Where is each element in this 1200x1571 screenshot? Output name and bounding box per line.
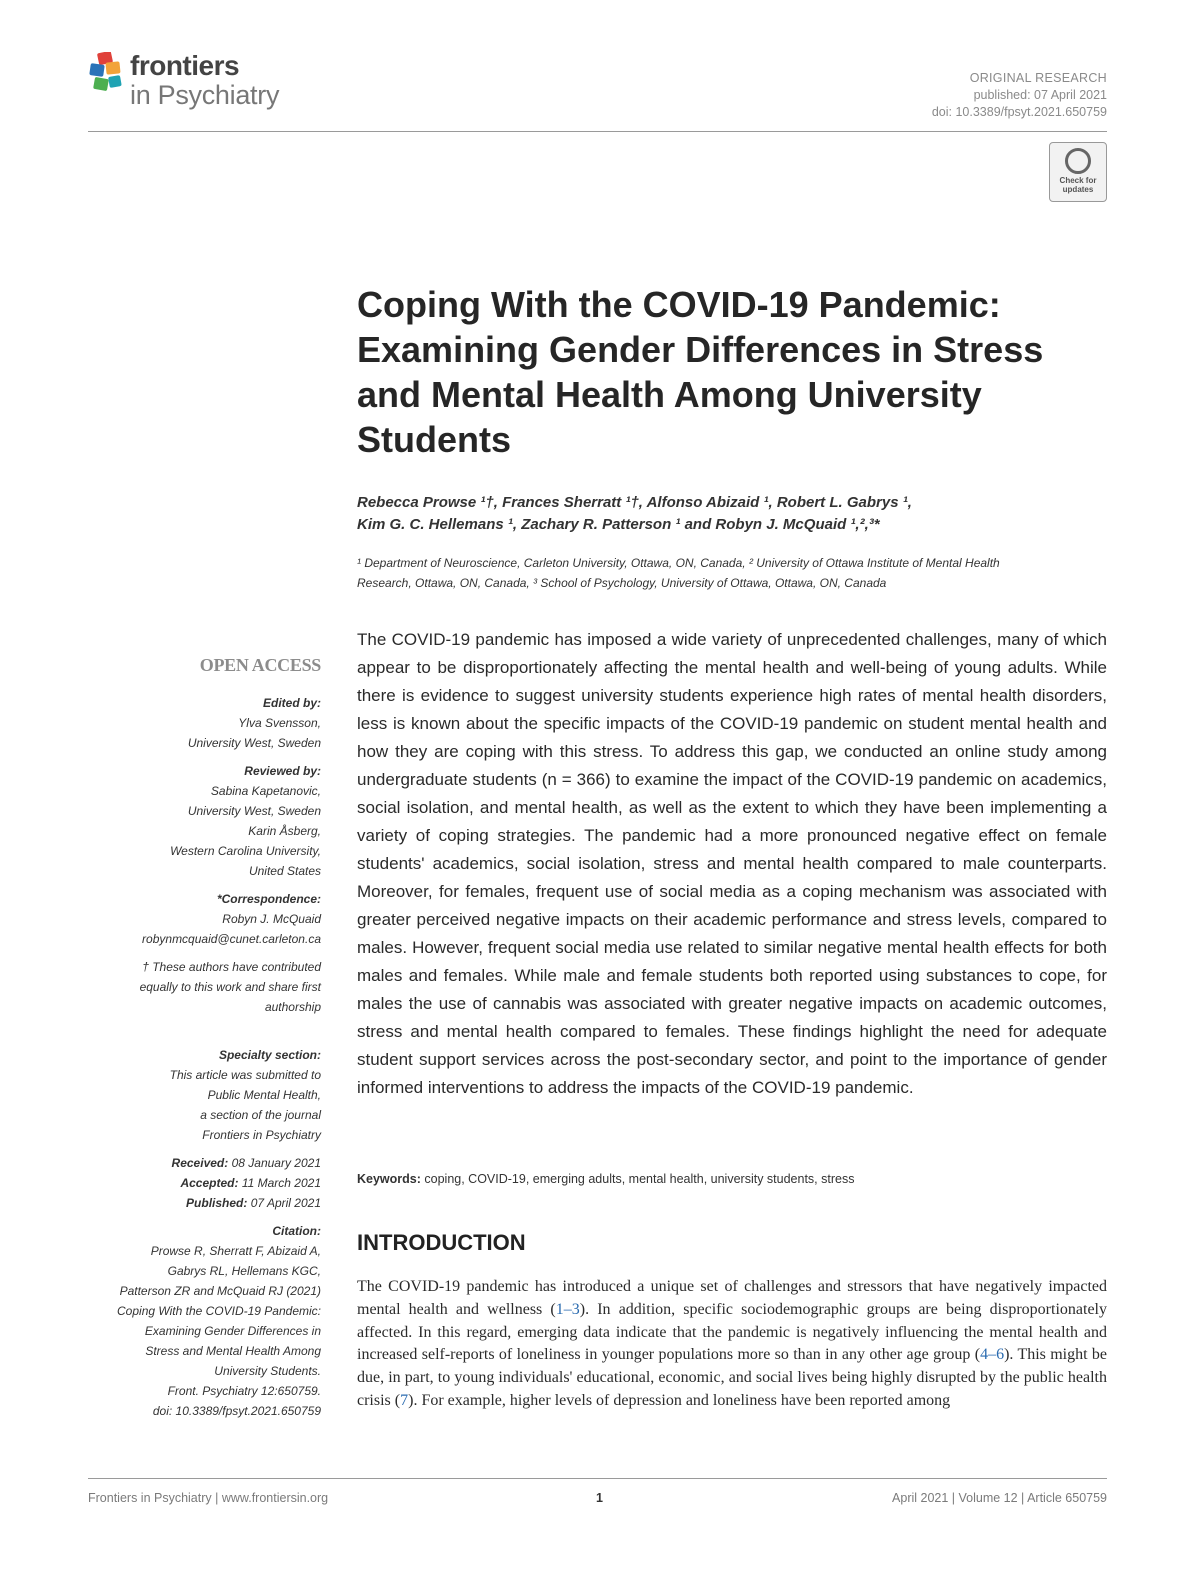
article-doi[interactable]: doi: 10.3389/fpsyt.2021.650759: [931, 105, 1107, 119]
footer-divider: [88, 1478, 1107, 1479]
citation-line: Prowse R, Sherratt F, Abizaid A,: [150, 1244, 321, 1258]
author-line-1: Rebecca Prowse ¹†, Frances Sherratt ¹†, Alfonso Abizaid ¹, Robert L. Gabrys ¹,: [357, 494, 912, 511]
specialty-line: a section of the journal: [200, 1108, 321, 1122]
reviewer-line: Karin Åsberg,: [248, 824, 321, 838]
author-line-2: Kim G. C. Hellemans ¹, Zachary R. Patterson ¹ and Robyn J. McQuaid ¹,²,³*: [357, 516, 880, 533]
citation-link-1[interactable]: 1–3: [555, 1300, 580, 1318]
header-divider: [88, 131, 1107, 132]
article-meta: [932, 70, 1107, 121]
citation-link-2[interactable]: 4–6: [980, 1346, 1005, 1364]
specialty-line: This article was submitted to: [169, 1068, 321, 1082]
reviewer-line: University West, Sweden: [187, 804, 321, 818]
article-title: Coping With the COVID-19 Pandemic: Examining Gender Differences in Stress and Mental Health Among University Students: [357, 284, 1044, 460]
published-date-sidebar: [95, 1193, 321, 1213]
citation-doi[interactable]: doi: 10.3389/fpsyt.2021.650759: [152, 1404, 321, 1418]
frontiers-logo-mark-icon: [88, 52, 128, 96]
check-updates-label-2: updates: [1062, 185, 1094, 194]
citation-line: Front. Psychiatry 12:650759.: [167, 1384, 321, 1398]
reviewer-line: United States: [248, 864, 321, 878]
affiliations: [357, 553, 1102, 593]
affiliation-line-1: ¹ Department of Neuroscience, Carleton University, Ottawa, ON, Canada, ² University of Ottawa Institute of Mental Health: [357, 556, 1000, 570]
reviewer-line: Sabina Kapetanovic,: [210, 784, 321, 798]
article-type: ORIGINAL RESEARCH: [969, 71, 1107, 85]
editor-line: Ylva Svensson,: [238, 716, 321, 730]
citation-line: Gabrys RL, Hellemans KGC,: [167, 1264, 321, 1278]
accepted-value: 11 March 2021: [241, 1176, 321, 1190]
citation-section: [95, 1221, 321, 1421]
footnote-line: equally to this work and share first: [139, 980, 321, 994]
logo-word-journal: in Psychiatry: [130, 80, 280, 110]
reviewed-by-label: Reviewed by:: [244, 764, 321, 778]
frontiers-logo: [88, 50, 298, 122]
check-updates-label-1: Check for: [1059, 176, 1097, 185]
accepted-date: [95, 1173, 321, 1193]
received-date: [95, 1153, 321, 1173]
reviewer-line: Western Carolina University,: [170, 844, 321, 858]
logo-word-frontiers: frontiers: [130, 50, 240, 81]
received-value: 08 January 2021: [231, 1156, 321, 1170]
citation-line: Patterson ZR and McQuaid RJ (2021): [119, 1284, 321, 1298]
citation-link-3[interactable]: 7: [400, 1391, 409, 1409]
intro-text-2: ). In addition, specific sociodemographic groups are being disproportionately affected. In this regard, emerging data indicate that the pandemic is negatively influencing the mental health and increased self-reports of loneliness in younger populations more so than in any other age group (: [357, 1300, 1107, 1364]
specialty-line: Public Mental Health,: [207, 1088, 321, 1102]
dates-section: [95, 1153, 321, 1213]
footer-journal-link[interactable]: Frontiers in Psychiatry | www.frontiersin.org: [88, 1491, 329, 1505]
footnote-line: authorship: [264, 1000, 321, 1014]
accepted-label: Accepted:: [180, 1176, 239, 1190]
reviewed-by-section: [95, 761, 321, 881]
keywords-text: coping, COVID-19, emerging adults, mental health, university students, stress: [424, 1172, 855, 1186]
received-label: Received:: [171, 1156, 229, 1170]
citation-line: Examining Gender Differences in: [144, 1324, 321, 1338]
section-heading-introduction: INTRODUCTION: [357, 1230, 526, 1255]
keywords-label: Keywords:: [357, 1172, 421, 1186]
specialty-line: Frontiers in Psychiatry: [202, 1128, 321, 1142]
article-sidebar: [95, 655, 321, 1429]
citation-label: Citation:: [272, 1224, 321, 1238]
correspondence-email[interactable]: robynmcquaid@cunet.carleton.ca: [142, 932, 321, 946]
citation-line: Coping With the COVID-19 Pandemic:: [117, 1304, 321, 1318]
page-number: 1: [596, 1491, 603, 1505]
citation-line: University Students.: [214, 1364, 321, 1378]
abstract: The COVID-19 pandemic has imposed a wide variety of unprecedented challenges, many of which appear to be disproportionately affecting the mental health and well-being of young adults. While there is evidence to suggest university students experience high rates of mental health disorders, less is known about the specific impacts of the COVID-19 pandemic on student mental health and how they are coping with this stress. To address this gap, we conducted an online study among undergraduate students (n = 366) to examine the impact of the COVID-19 pandemic on academics, social isolation, and mental health, as well as the extent to which they have been implementing a variety of coping strategies. The pandemic had a more pronounced negative effect on female students' academics, social isolation, stress and mental health compared to male counterparts. Moreover, for females, frequent use of social media as a coping mechanism was associated with greater perceived negative impacts on their academic performance and stress levels, compared to males. However, frequent social media use related to similar negative mental health effects for both males and females. While male and female students both reported using substances to cope, for males the use of cannabis was associated with greater negative impacts on academic outcomes, stress and mental health compared to females. These findings highlight the need for adequate student support services across the post-secondary sector, and point to the importance of gender informed interventions to address the impacts of the COVID-19 pandemic.: [357, 630, 1107, 1097]
edited-by-section: [95, 693, 321, 753]
edited-by-label: Edited by:: [262, 696, 321, 710]
affiliation-line-2: Research, Ottawa, ON, Canada, ³ School of Psychology, University of Ottawa, Ottawa, ON, Canada: [357, 576, 887, 590]
published-value: 07 April 2021: [250, 1196, 321, 1210]
check-updates-icon: [1065, 148, 1091, 174]
footnote-line: † These authors have contributed: [142, 960, 321, 974]
author-list: [357, 492, 1097, 536]
intro-text-3: ). This might be due, in part, to young individuals' educational, economic, and social lives being highly disrupted by the public health crisis (: [357, 1346, 1108, 1409]
keywords: [357, 1172, 1107, 1186]
specialty-label: Specialty section:: [218, 1048, 321, 1062]
open-access-label: OPEN ACCESS: [199, 655, 321, 675]
correspondence-section: [95, 889, 321, 949]
check-for-updates-button[interactable]: [1049, 142, 1107, 202]
introduction-paragraph: [357, 1276, 1107, 1413]
intro-text-4: ). For example, higher levels of depression and loneliness have been reported among: [408, 1391, 951, 1409]
specialty-section: [95, 1045, 321, 1145]
published-date: published: 07 April 2021: [973, 88, 1107, 102]
editor-line: University West, Sweden: [187, 736, 321, 750]
citation-line: Stress and Mental Health Among: [145, 1344, 321, 1358]
intro-text-1: The COVID-19 pandemic has introduced a unique set of challenges and stressors that have negatively impacted mental health and wellness (: [357, 1278, 1107, 1318]
footer-issue-info: April 2021 | Volume 12 | Article 650759: [892, 1491, 1107, 1505]
published-label: Published:: [186, 1196, 248, 1210]
correspondence-name: Robyn J. McQuaid: [222, 912, 321, 926]
authorship-footnote: [95, 957, 321, 1017]
correspondence-label: *Correspondence:: [216, 892, 321, 906]
